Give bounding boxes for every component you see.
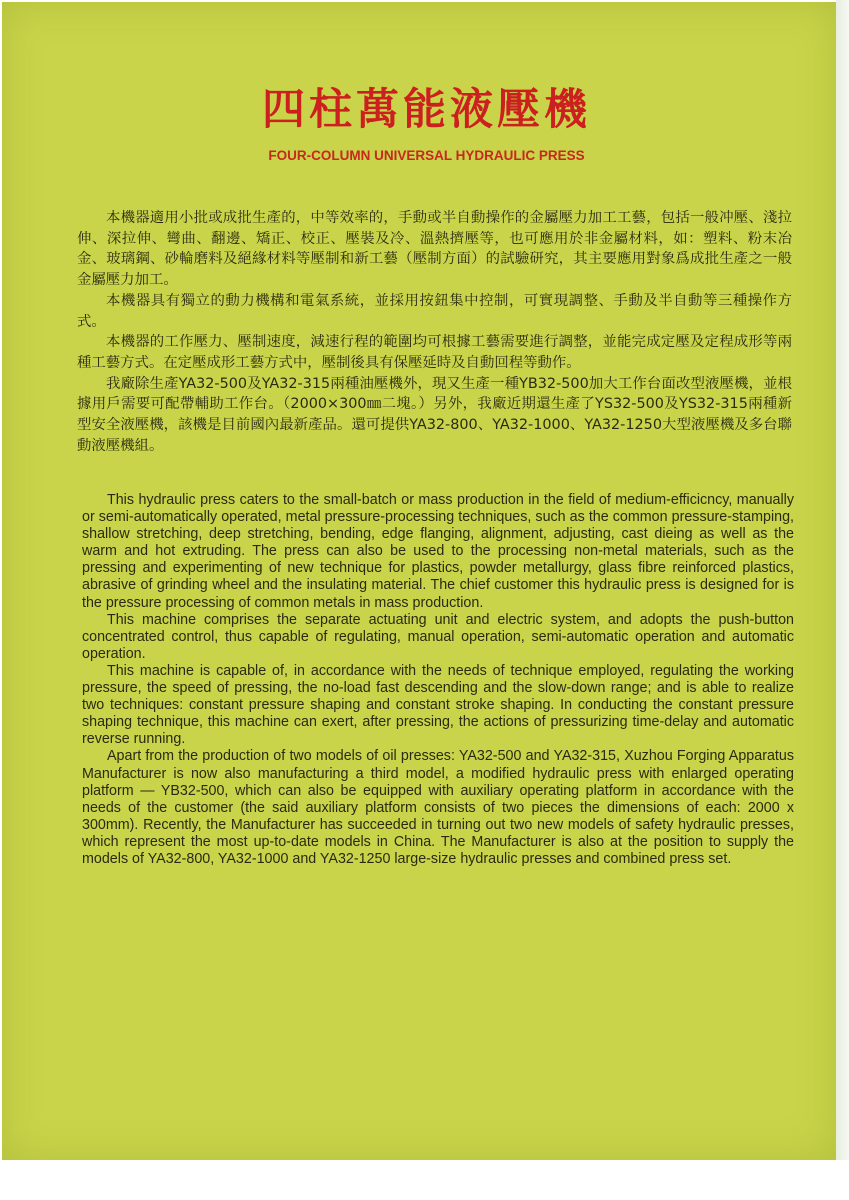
english-paragraph: Apart from the production of two models of oil presses: YA32-500 and YA32-315, Xuzhou Forging Apparatus Manufacturer is now also manufacturing a third model, a modified hydraulic press with enlarged operating platform — YB32-500, which can also be equipped with auxiliary operating platform in accordance with the needs of the customer (the said auxiliary platform consists of two pieces the dimensions of each: 2000 x 300mm). Recently, the Manufacturer has succeeded in turning out two new models of safety hydraulic presses, which represent the most up-to-date models in China. The Manufacturer is also at the position to supply the models of YA32-800, YA32-1000 and YA32-1250 large-size hydraulic presses and combined press set.: [82, 748, 794, 867]
english-paragraph: This machine comprises the separate actuating unit and electric system, and adopts the push-button concentrated control, thus capable of regulating, manual operation, semi-automatic operation and automatic operation.: [82, 611, 794, 662]
english-paragraph: This hydraulic press caters to the small-batch or mass production in the field of medium-efficicncy, manually or semi-automatically operated, metal pressure-processing techniques, such as the common pressure-stamping, shallow stretching, deep stretching, bending, edge flanging, alignment, adjusting, cast dieing as well as the warm and hot extruding. The press can also be used to the processing non-metal materials, such as the pressing and experimenting of new technique for plastics, powder metallurgy, glass fibre reinforced plastics, abrasive of grinding wheel and the insulating material. The chief customer this hydraulic press is designed for is the pressure processing of common metals in mass production.: [82, 492, 794, 611]
english-title: FOUR-COLUMN UNIVERSAL HYDRAULIC PRESS: [268, 148, 585, 163]
chinese-title: 四柱萬能液壓機: [262, 85, 591, 135]
chinese-paragraph: 本機器具有獨立的動力機構和電氣系統，並採用按鈕集中控制，可實現調整、手動及半自動等三種操作方式。: [77, 292, 792, 330]
chinese-paragraph: 本機器適用小批或成批生產的，中等效率的，手動或半自動操作的金屬壓力加工工藝，包括一般冲壓、淺拉伸、深拉伸、彎曲、翻邊、矯正、校正、壓裝及冷、溫熱擠壓等，也可應用於非金屬材料，如：塑料、粉末冶金、玻璃鋼、砂輪磨料及絕緣材料等壓制和新工藝（壓制方面）的試驗研究，其主要應用對象爲成批生產之一般金屬壓力加工。: [77, 210, 792, 289]
chinese-paragraph: 本機器的工作壓力、壓制速度，減速行程的範圍均可根據工藝需要進行調整，並能完成定壓及定程成形等兩種工藝方式。在定壓成形工藝方式中，壓制後具有保壓延時及自動回程等動作。: [77, 334, 792, 371]
chinese-body: [77, 208, 792, 456]
english-body: [82, 492, 794, 868]
chinese-paragraph: 我廠除生產YA32-500及YA32-315兩種油壓機外，現又生產一種YB32-500加大工作台面改型液壓機，並根據用戶需要可配帶輔助工作台。（2000×300㎜二塊。）另外，我廠近期還生產了YS32-500及YS32-315兩種新型安全液壓機，該機是目前國內最新產品。還可提供YA32-800、YA32-1000、YA32-1250大型液壓機及多台聯動液壓機組。: [77, 375, 792, 454]
scan-margin-bottom: [0, 1160, 849, 1200]
scan-margin-right: [836, 0, 849, 1165]
brochure-page: [2, 2, 836, 1160]
english-paragraph: This machine is capable of, in accordance with the needs of technique employed, regulating the working pressure, the speed of pressing, the no-load fast descending and the slow-down range; and is able to realize two techniques: constant pressure shaping and constant stroke shaping. In conducting the constant pressure shaping technique, this machine can exert, after pressing, the actions of pressurizing time-delay and automatic reverse running.: [82, 662, 794, 748]
